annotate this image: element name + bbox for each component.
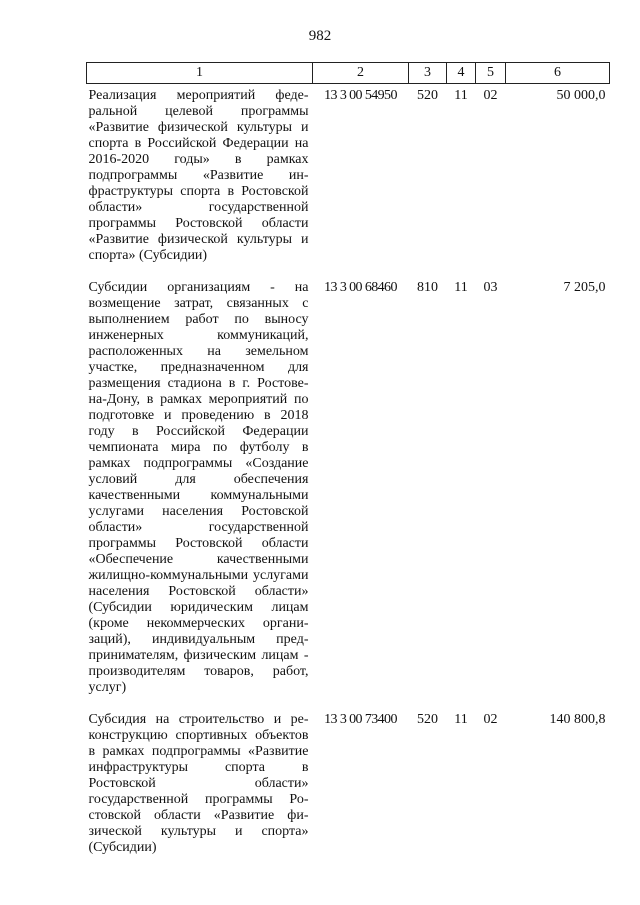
row-subsection: 02 — [483, 88, 498, 103]
table-row — [87, 276, 610, 708]
row-expense-type: 520 — [417, 712, 438, 727]
header-col-4: 4 — [447, 63, 476, 84]
table-row — [87, 84, 610, 277]
row-expense-type: 520 — [417, 88, 438, 103]
row-expense-type: 810 — [417, 280, 438, 295]
page-number: 982 — [308, 28, 332, 44]
row-target-code: 13 3 00 68460 — [324, 280, 397, 295]
row-amount: 50 000,0 — [556, 88, 606, 103]
row-description: Реализация мероприятий федеральной целевой программы «Развитие физической культуры и спорта в Российской Федерации на 2016-2020 годы» в рамках подпрограммы «Развитие инфраструктуры спорта в Ростовской области» государственной программы Ростовской области «Развитие физической культуры и спорта» (Субсидии) — [88, 88, 309, 263]
budget-table — [86, 62, 610, 868]
row-amount: 7 205,0 — [563, 280, 606, 295]
row-description: Субсидия на строительство и реконструкцию спортивных объектов в рамках подпрограммы «Развитие инфраструктуры спорта в Ростовской области» государственной программы Ростовской области «Развитие физической культуры и спорта» (Субсидии) — [88, 712, 309, 855]
header-col-5: 5 — [476, 63, 506, 84]
table-row — [87, 708, 610, 868]
row-subsection: 02 — [483, 712, 498, 727]
row-section: 11 — [454, 280, 468, 295]
header-col-2: 2 — [313, 63, 409, 84]
row-amount: 140 800,8 — [549, 712, 606, 727]
row-section: 11 — [454, 712, 468, 727]
row-subsection: 03 — [483, 280, 498, 295]
header-col-3: 3 — [409, 63, 447, 84]
header-col-6: 6 — [506, 63, 610, 84]
row-target-code: 13 3 00 54950 — [324, 88, 397, 103]
row-section: 11 — [454, 88, 468, 103]
header-col-1: 1 — [87, 63, 313, 84]
header-row — [87, 63, 610, 84]
row-target-code: 13 3 00 73400 — [324, 712, 397, 727]
row-description: Субсидии организациям - на возмещение затрат, связанных с выполнением работ по выносу инженерных коммуникаций, расположенных на земельном участке, предназначенном для размещения стадиона в г. Ростове-на-Дону, в рамках мероприятий по подготовке и проведению в 2018 году в Российской Федерации чемпионата мира по футболу в рамках подпрограммы «Создание условий для обеспечения качественными коммунальными услугами населения Ростовской области» государственной программы Ростовской области «Обеспечение качественными жилищно-коммунальными услугами населения Ростовской области» (Субсидии юридическим лицам (кроме некоммерческих организаций), индивидуальным предпринимателям, физическим лицам - производителям товаров, работ, услуг) — [88, 280, 309, 695]
